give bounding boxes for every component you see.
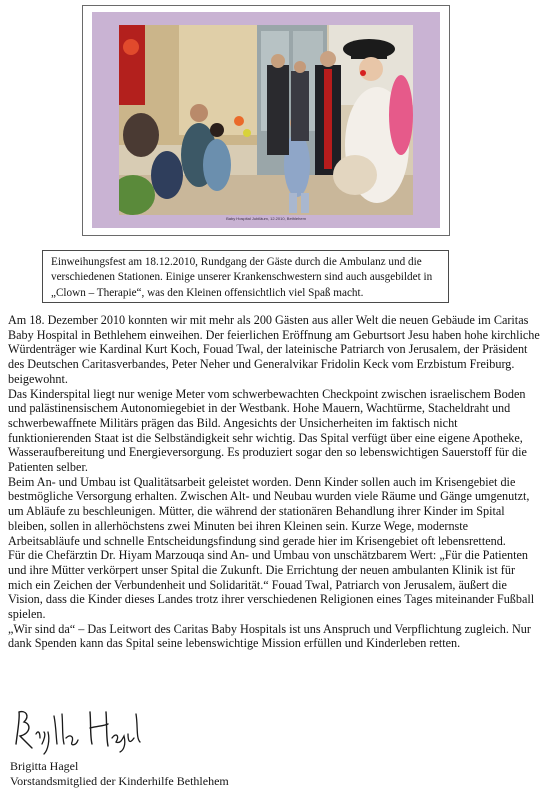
author-role: Vorstandsmitglied der Kinderhilfe Bethlehem [10, 774, 229, 788]
handwritten-signature [10, 704, 150, 756]
article-paragraph: Das Kinderspital liegt nur wenige Meter vom schwerbewachten Checkpoint zwischen israelischem Boden und palästinensischem Autonomiegebiet in der Westbank. Hohe Mauern, Wachtürme, Stacheldraht und schwerbewaffnete Militärs prägen das Bild. Angesichts der Unsicherheiten im faktisch nicht funktionierenden Staat ist die Selbständigkeit sehr wichtig. Das Spital verfügt über eine eigene Apotheke, Wasseraufbereitung und Energieversorgung. Es produziert sogar den so lebenswichtigen Sauerstoff für die Patienten selber. [8, 386, 527, 475]
article-paragraph: Beim An- und Umbau ist Qualitätsarbeit geleistet worden. Denn Kinder sollen auch im Krisengebiet die bestmögliche Versorgung erhalten. Zwischen Alt- und Neubau wurden viele Räume und Gänge umgenutzt, um Abläufe zu beschleunigen. Mütter, die während der stationären Behandlung ihrer Kinder im Spital bleiben, sollen in allerhöchstens zwei Minuten bei ihren Kleinen sein. Kurze Wege, modernste Arbeitsabläufe und schnelle Entscheidungsfindung sind gerade hier im Krisengebiet oft lebensrettend. [8, 474, 530, 548]
photo-mat [92, 12, 440, 228]
photo-caption-box [42, 250, 449, 303]
article-paragraph: Für die Chefärztin Dr. Hiyam Marzouqa sind An- und Umbau von unschätzbarem Wert: „Für die Patienten und ihre Mütter verkörpert unser Spital die Zukunft. Die Errichtung der neuen ambulanten Klinik ist für mich ein Zeichen der Verbundenheit und Solidarität.“ Fouad Twal, Patriarch von Jerusalem, äußert die Vision, dass die Kinder dieses Landes trotz ihrer verschiedenen Religionen eines Tages miteinander Fußball spielen. [8, 548, 535, 622]
author-name: Brigitta Hagel [10, 759, 79, 773]
article-paragraph: „Wir sind da“ – Das Leitwort des Caritas Baby Hospitals ist uns Anspruch und Verpflichtung zugleich. Nur dank Spenden kann das Spital seine lebenswichtige Mission erfüllen und Kinderleben retten. [8, 621, 531, 651]
event-photo [119, 25, 413, 215]
article-body [8, 313, 542, 651]
photo-frame [82, 5, 450, 236]
article-paragraph: Am 18. Dezember 2010 konnten wir mit mehr als 200 Gästen aus aller Welt die neuen Gebäude im Caritas Baby Hospital in Bethlehem einweihen. Der feierlichen Eröffnung am Geburtsort Jesu haben hohe kirchliche Würdenträger wie Kardinal Kurt Koch, Fouad Twal, der lateinische Patriarch von Jerusalem, der Präsident des Deutschen Caritasverbandes, Peter Neher und Generalvikar Fridolin Keck vom Erzbistum Freiburg. beigewohnt. [8, 313, 540, 386]
author-block [10, 759, 229, 789]
photo-caption-text: Einweihungsfest am 18.12.2010, Rundgang der Gäste durch die Ambulanz und die verschiedenen Stationen. Einige unserer Krankenschwestern sind auch ausgebildet in „Clown – Therapie“, was den Kleinen offensichtlich viel Spaß macht. [51, 256, 433, 299]
photo-small-caption: Baby Hospital Jubiläum, 12.2010, Bethlehem [226, 216, 306, 221]
